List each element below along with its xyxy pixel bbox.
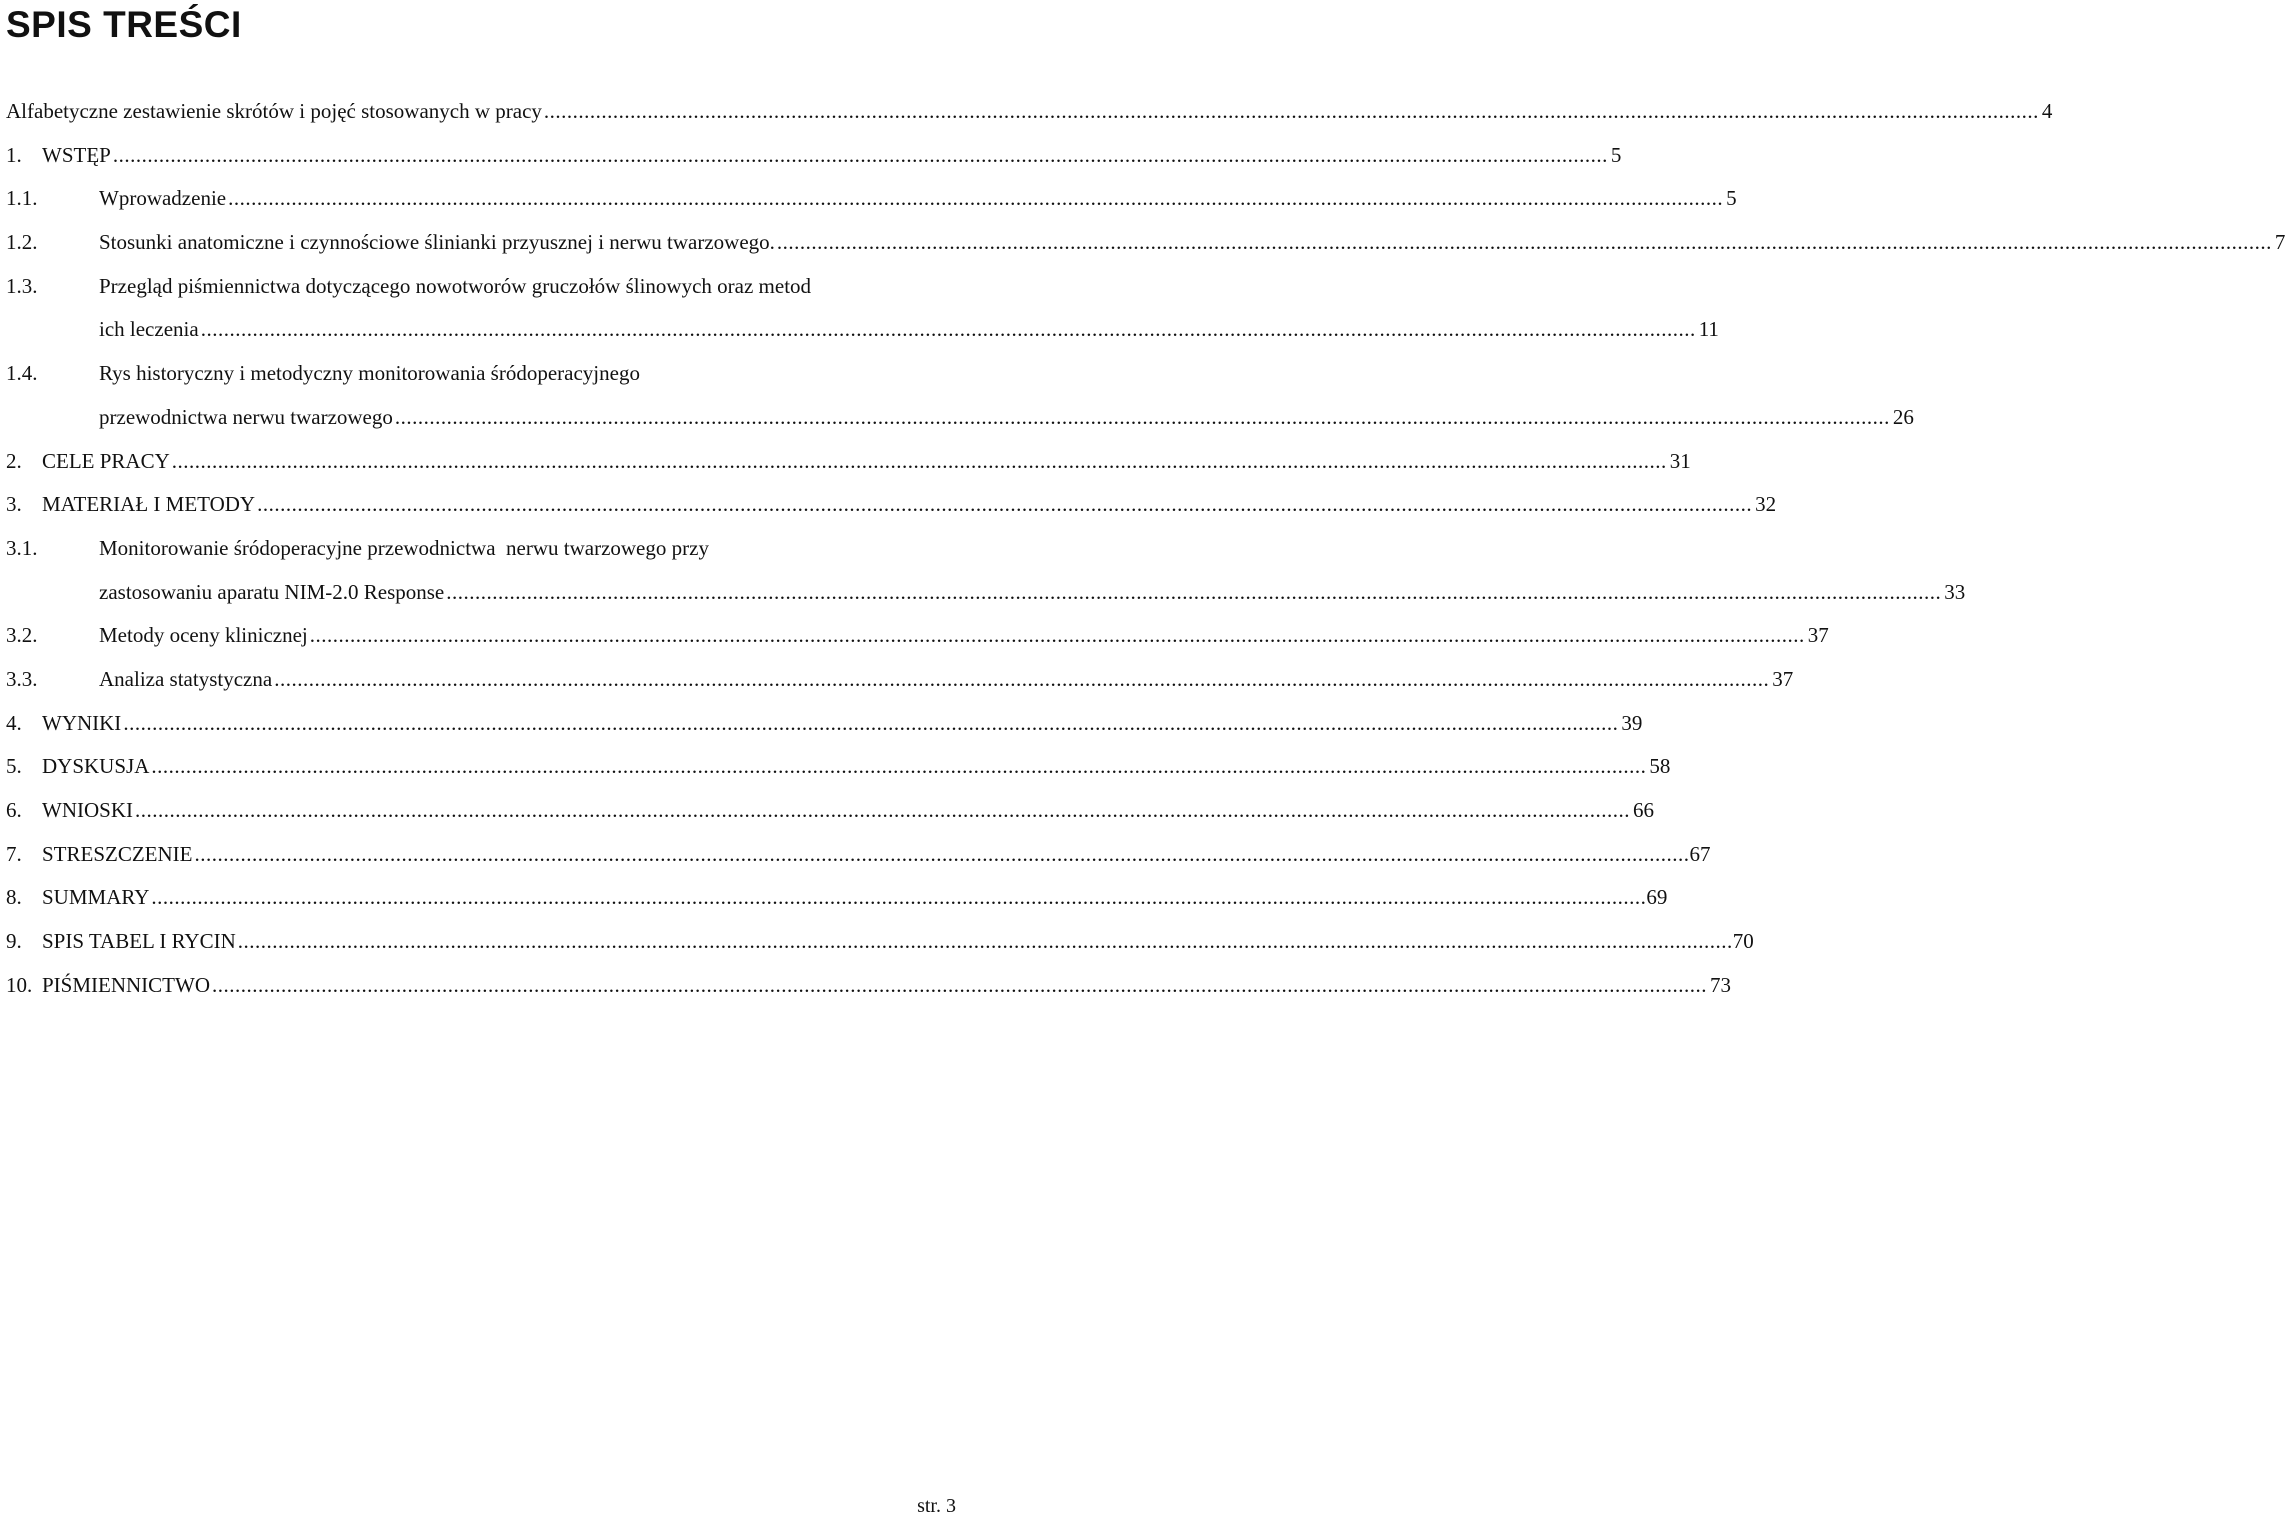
- dot-leader: [151, 876, 1646, 920]
- toc-entry-number: 1.2.: [6, 230, 38, 255]
- toc-entry-wyniki[interactable]: [6, 702, 1643, 746]
- toc-entry-number: 3.: [6, 492, 22, 517]
- toc-entry-title: SUMMARY: [42, 885, 150, 910]
- toc-entry-title-continuation: zastosowaniu aparatu NIM-2.0 Response: [99, 579, 445, 604]
- toc-entry-wnioski[interactable]: [6, 789, 1654, 833]
- toc-entry-number: 4.: [6, 710, 22, 735]
- toc-entry-title: STRESZCZENIE: [42, 841, 193, 866]
- dot-leader: [395, 396, 1890, 440]
- toc-entry-page: 39: [1621, 710, 1643, 735]
- toc-entry-number: 1.1.: [6, 186, 38, 211]
- toc-entry-rys-historyczny-cont[interactable]: [6, 396, 1914, 440]
- page-number-footer: str. 3: [917, 1495, 956, 1517]
- toc-entry-wstep[interactable]: [6, 134, 1622, 178]
- toc-entry-number: 9.: [6, 929, 22, 954]
- dot-leader: [201, 308, 1696, 352]
- toc-entry-page: 31: [1669, 448, 1691, 473]
- toc-entry-spis-tabel[interactable]: [6, 920, 1754, 964]
- toc-entry-page: 4: [2041, 99, 2053, 123]
- dot-leader: [257, 483, 1752, 527]
- dot-leader: [777, 221, 2272, 265]
- toc-entry-wprowadzenie[interactable]: [6, 177, 1737, 221]
- toc-entry-page: 70: [1732, 929, 1754, 954]
- toc-entry-page: 32: [1755, 492, 1777, 517]
- toc-entry-number: 3.1.: [6, 535, 38, 560]
- toc-entry-page: 7: [2274, 230, 2285, 255]
- toc-entry-title: WYNIKI: [42, 710, 122, 735]
- dot-leader: [274, 658, 1769, 702]
- toc-entry-title: Analiza statystyczna: [99, 666, 273, 691]
- toc-entry-pismiennictwo[interactable]: [6, 964, 1731, 1008]
- toc-entry-title: Metody oceny klinicznej: [99, 623, 308, 648]
- toc-entry-przeglad-pismiennictwa[interactable]: [6, 265, 954, 309]
- toc-entry-title: Rys historyczny i metodyczny monitorowania śródoperacyjnego: [99, 361, 640, 386]
- toc-entry-monitorowanie-cont[interactable]: [6, 571, 1966, 615]
- toc-entry-przeglad-pismiennictwa-cont[interactable]: [6, 308, 1719, 352]
- toc-entry-page: 5: [1726, 186, 1737, 211]
- toc-entry-page: 33: [1944, 579, 1966, 604]
- dot-leader: [212, 964, 1707, 1008]
- toc-entry-title: WSTĘP: [42, 142, 111, 167]
- toc-entry-page: 37: [1807, 623, 1829, 648]
- toc-entry-title: PIŚMIENNICTWO: [42, 972, 210, 997]
- toc-entry-dyskusja[interactable]: [6, 745, 1671, 789]
- toc-entry-page: 11: [1698, 317, 1719, 342]
- toc-entry-summary[interactable]: [6, 876, 1668, 920]
- toc-entry-cele-pracy[interactable]: [6, 440, 1691, 484]
- toc-entry-page: 37: [1772, 666, 1794, 691]
- toc-entry-number: 3.2.: [6, 623, 38, 648]
- toc-entry-rys-historyczny[interactable]: [6, 352, 954, 396]
- dot-leader: [310, 614, 1805, 658]
- toc-entry-title-continuation: przewodnictwa nerwu twarzowego: [99, 404, 393, 429]
- toc-entry-number: 7.: [6, 841, 22, 866]
- dot-leader: [195, 833, 1690, 877]
- toc-entry-monitorowanie[interactable]: [6, 527, 954, 571]
- toc-entry-page: 69: [1646, 885, 1668, 910]
- dot-leader: [123, 702, 1618, 746]
- toc-entry-page: 58: [1649, 754, 1671, 779]
- toc-entry-title: MATERIAŁ I METODY: [42, 492, 256, 517]
- toc-entry-stosunki-anatomiczne[interactable]: [6, 221, 2285, 265]
- toc-entry-number: 10.: [6, 972, 33, 997]
- toc-entry-number: 1.4.: [6, 361, 38, 386]
- toc-entry-number: 6.: [6, 798, 22, 822]
- dot-leader: [151, 745, 1646, 789]
- toc-entry-number: 1.3.: [6, 273, 38, 298]
- toc-entry-title-continuation: ich leczenia: [99, 317, 199, 342]
- toc-entry-number: 3.3.: [6, 666, 38, 691]
- toc-entry-title: DYSKUSJA: [42, 754, 150, 779]
- toc-entry-title: Przegląd piśmiennictwa dotyczącego nowotworów gruczołów ślinowych oraz metod: [99, 273, 812, 298]
- toc-entry-page: 26: [1892, 404, 1914, 429]
- page-title: SPIS TREŚCI: [6, 4, 242, 45]
- toc-entry-title: SPIS TABEL I RYCIN: [42, 929, 236, 954]
- toc-entry-title: WNIOSKI: [42, 798, 133, 822]
- toc-entry-title: Wprowadzenie: [99, 186, 227, 211]
- toc-entry-page: 66: [1632, 798, 1654, 822]
- toc-entry-abbreviations[interactable]: [6, 90, 2053, 134]
- dot-leader: [228, 177, 1723, 221]
- table-of-contents: [6, 90, 2285, 1007]
- toc-entry-number: 1.: [6, 142, 22, 167]
- dot-leader: [172, 440, 1667, 484]
- dot-leader: [135, 789, 1630, 833]
- toc-entry-number: 2.: [6, 448, 22, 473]
- toc-entry-streszczenie[interactable]: [6, 833, 1711, 877]
- toc-entry-page: 5: [1610, 142, 1622, 167]
- toc-entry-metody-oceny[interactable]: [6, 614, 1829, 658]
- toc-entry-title: Stosunki anatomiczne i czynnościowe ślinianki przyusznej i nerwu twarzowego.: [99, 230, 775, 255]
- toc-entry-title: Monitorowanie śródoperacyjne przewodnictwa nerwu twarzowego przy: [99, 535, 709, 560]
- dot-leader: [446, 571, 1941, 615]
- dot-leader: [544, 90, 2039, 134]
- toc-entry-page: 67: [1689, 841, 1711, 866]
- toc-entry-analiza-statystyczna[interactable]: [6, 658, 1794, 702]
- toc-entry-title: CELE PRACY: [42, 448, 170, 473]
- toc-entry-number: 5.: [6, 754, 22, 779]
- toc-entry-title: Alfabetyczne zestawienie skrótów i pojęć stosowanych w pracy: [6, 99, 542, 123]
- toc-entry-number: 8.: [6, 885, 22, 910]
- toc-entry-material-i-metody[interactable]: [6, 483, 1777, 527]
- dot-leader: [238, 920, 1733, 964]
- dot-leader: [113, 134, 1608, 178]
- toc-entry-page: 73: [1710, 972, 1731, 997]
